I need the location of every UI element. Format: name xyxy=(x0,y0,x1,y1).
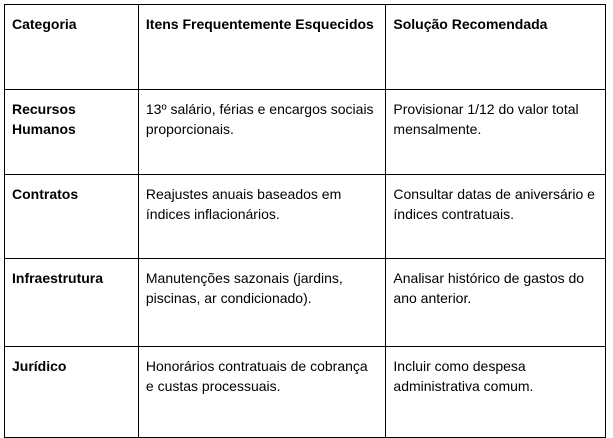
header-solucao: Solução Recomendada xyxy=(386,5,606,90)
expenses-table xyxy=(4,4,606,438)
cell-solucao: Incluir como despesa administrativa comum. xyxy=(386,347,606,438)
cell-categoria: Jurídico xyxy=(5,347,139,438)
table-row xyxy=(5,347,606,438)
cell-solucao: Analisar histórico de gastos do ano anterior. xyxy=(386,259,606,347)
table-row xyxy=(5,90,606,175)
cell-solucao: Consultar datas de aniversário e índices contratuais. xyxy=(386,175,606,259)
table-row xyxy=(5,175,606,259)
cell-itens: 13º salário, férias e encargos sociais proporcionais. xyxy=(138,90,386,175)
table-header-row xyxy=(5,5,606,90)
cell-itens: Manutenções sazonais (jardins, piscinas, ar condicionado). xyxy=(138,259,386,347)
header-categoria: Categoria xyxy=(5,5,139,90)
header-itens: Itens Frequentemente Esquecidos xyxy=(138,5,386,90)
cell-categoria: Contratos xyxy=(5,175,139,259)
cell-solucao: Provisionar 1/12 do valor total mensalmente. xyxy=(386,90,606,175)
cell-categoria: Recursos Humanos xyxy=(5,90,139,175)
cell-itens: Honorários contratuais de cobrança e custas processuais. xyxy=(138,347,386,438)
cell-categoria: Infraestrutura xyxy=(5,259,139,347)
cell-itens: Reajustes anuais baseados em índices inflacionários. xyxy=(138,175,386,259)
table-row xyxy=(5,259,606,347)
